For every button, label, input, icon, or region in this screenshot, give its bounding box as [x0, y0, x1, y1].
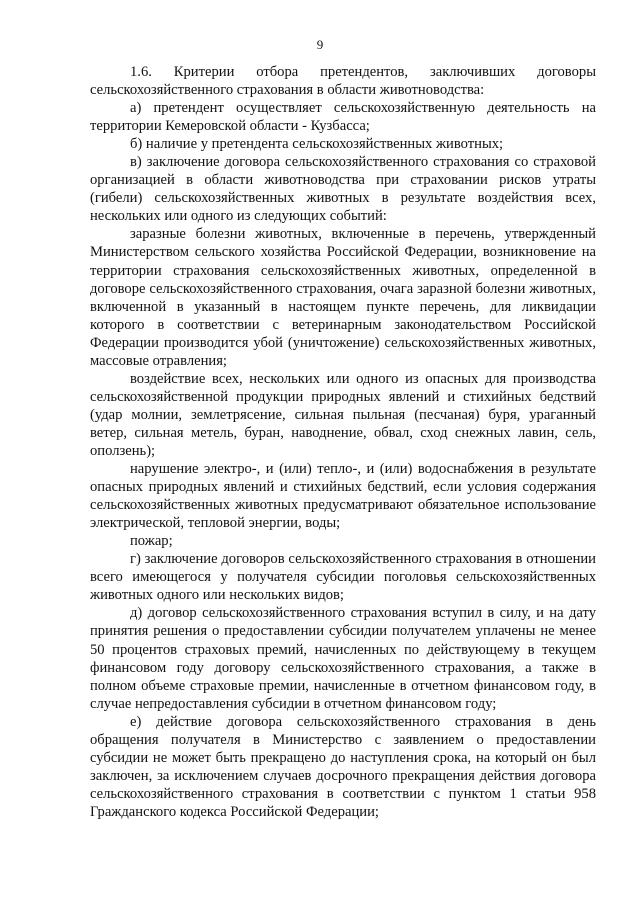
paragraph-criterion-g: г) заключение договоров сельскохозяйственного страхования в отношении всего имеющегося у получателя субсидии поголовья сельскохозяйственных животных одного или нескольких видов;: [90, 551, 596, 604]
paragraph-criterion-e: е) действие договора сельскохозяйственного страхования в день обращения получателя в Министерство с заявлением о предоставлении субсидии не может быть прекращено до наступления срока, на который он был заключен, за исключением случаев досрочного прекращения действия договора сельскохозяйственного страхования в соответствии с пунктом 1 статьи 958 Гражданского кодекса Российской Федерации;: [90, 713, 596, 820]
paragraph-criterion-a: а) претендент осуществляет сельскохозяйственную деятельность на территории Кемеровской области - Кузбасса;: [90, 100, 596, 135]
paragraph-criterion-b: б) наличие у претендента сельскохозяйственных животных;: [130, 136, 504, 153]
paragraph-event-fire: пожар;: [130, 533, 173, 550]
paragraph-event-utility-failure: нарушение электро-, и (или) тепло-, и (или) водоснабжения в результате опасных природных явлений и стихийных бедствий, если условия содержания сельскохозяйственных животных предусматривают обязательное использование электрической, тепловой энергии, воды;: [90, 461, 596, 532]
page-number: 9: [316, 37, 324, 52]
paragraph-event-diseases: заразные болезни животных, включенные в перечень, утвержденный Министерством сельского хозяйства Российской Федерации, возникновение на территории страхования сельскохозяйственных животных, определенной в договоре сельскохозяйственного страхования, очага заразной болезни животных, включенной в указанный в настоящем пункте перечень, для ликвидации которого в соответствии с ветеринарным законодательством Российской Федерации производится убой (уничтожение) сельскохозяйственных животных, массовые отравления;: [90, 226, 596, 369]
paragraph-criterion-v: в) заключение договора сельскохозяйственного страхования со страховой организацией в области животноводства при страховании рисков утраты (гибели) сельскохозяйственных животных в результате воздействия всех, нескольких или одного из следующих событий:: [90, 154, 596, 225]
paragraph-event-natural-hazards: воздействие всех, нескольких или одного из опасных для производства сельскохозяйственной продукции природных явлений и стихийных бедствий (удар молнии, землетрясение, сильная пыльная (песчаная) буря, ураганный ветер, сильная метель, буран, наводнение, обвал, сход снежных лавин, сель, оползень);: [90, 370, 596, 459]
document-body: [90, 63, 596, 821]
paragraph-criteria-heading: 1.6. Критерии отбора претендентов, заключивших договоры сельскохозяйственного страхования в области животноводства:: [90, 64, 596, 99]
paragraph-criterion-d: д) договор сельскохозяйственного страхования вступил в силу, и на дату принятия решения о предоставлении субсидии получателем уплачены не менее 50 процентов страховых премий, начисленных по действующему в текущем финансовом году договору сельскохозяйственного страхования, а также в полном объеме страховые премии, начисленные в отчетном финансовом году, в случае непредоставления субсидии в отчетном финансовом году;: [90, 605, 596, 712]
